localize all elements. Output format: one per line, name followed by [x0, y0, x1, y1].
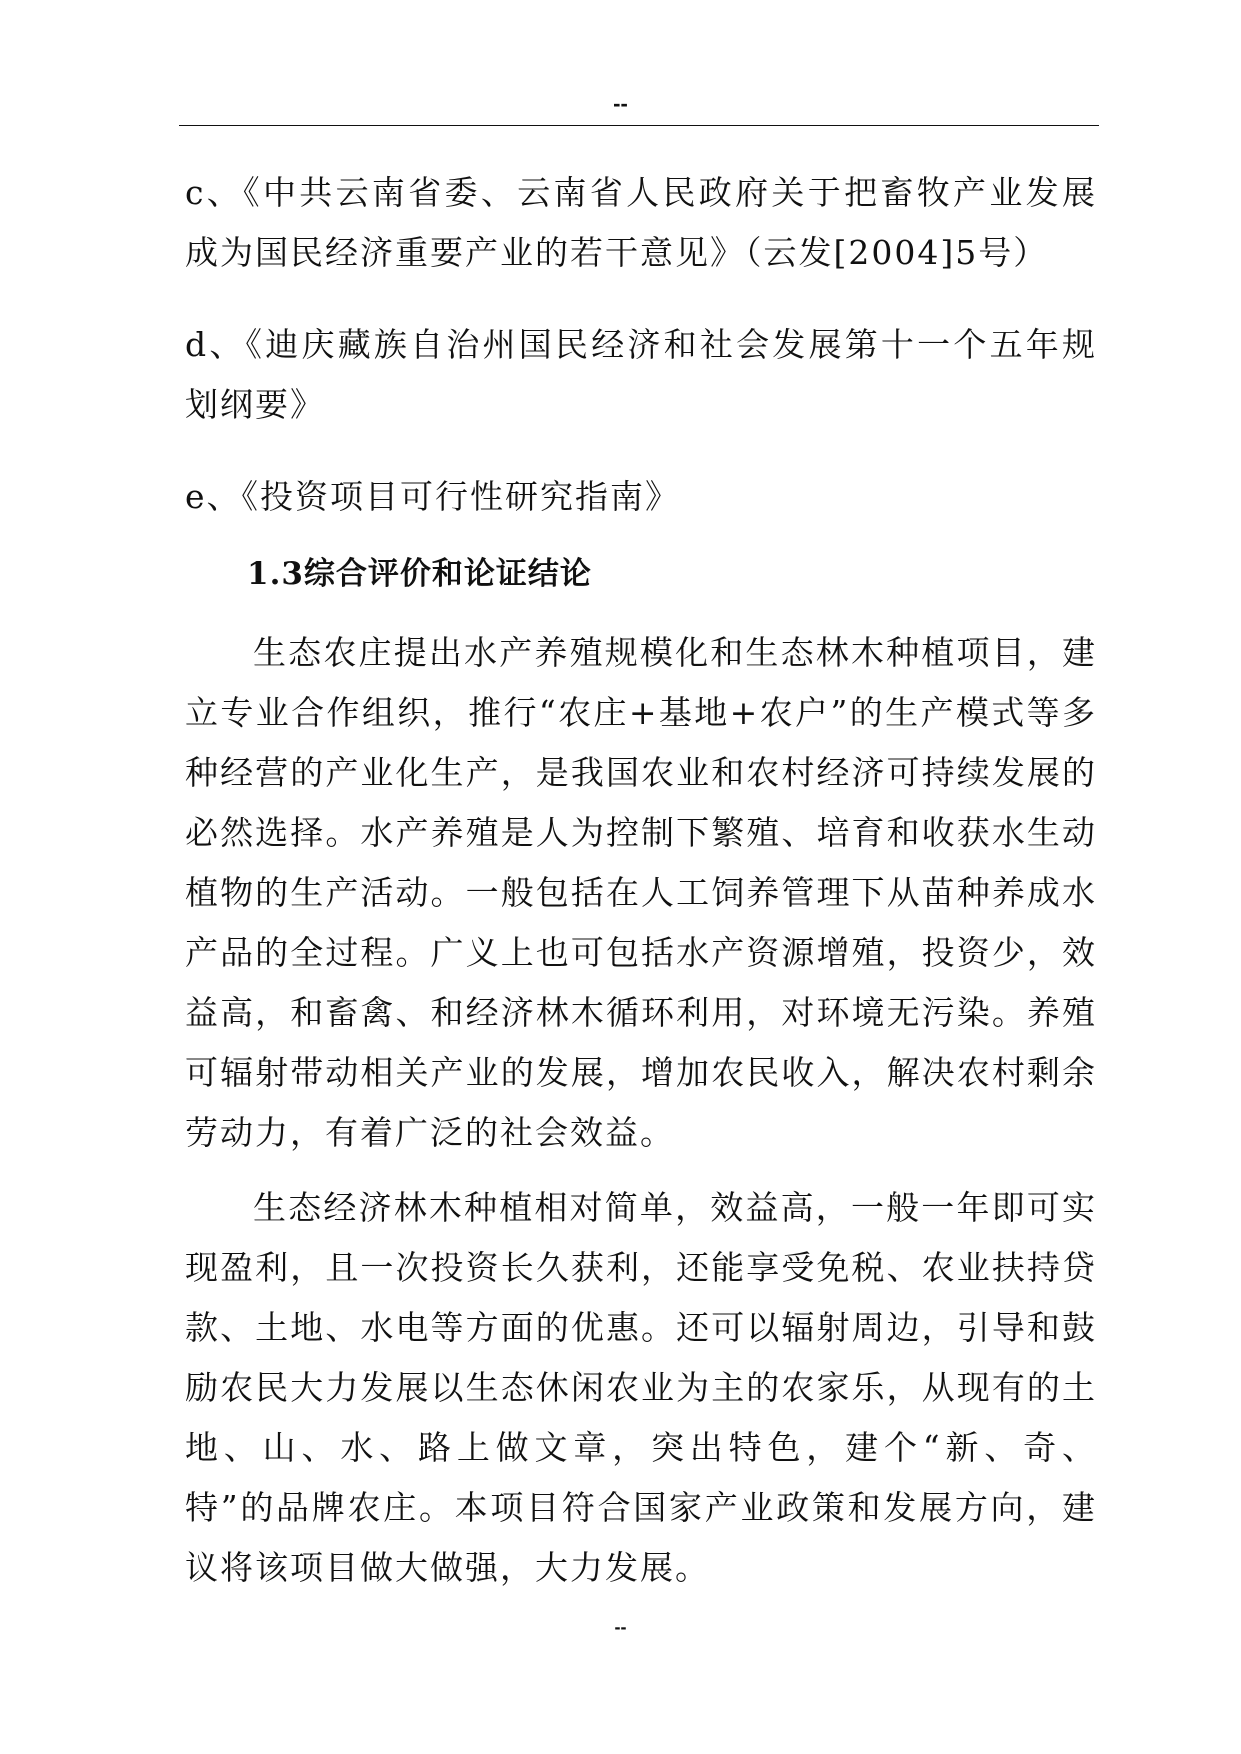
page-header-mark: -- [613, 91, 628, 116]
section-heading: 1.3综合评价和论证结论 [247, 556, 592, 592]
page-footer-mark: -- [614, 1617, 627, 1637]
reference-item-c: c、《中共云南省委、云南省人民政府关于把畜牧产业发展成为国民经济重要产业的若干意见》（云发[2004]5号） [185, 173, 1097, 272]
reference-item-d: d、《迪庆藏族自治州国民经济和社会发展第十一个五年规划纲要》 [185, 325, 1097, 424]
document-body [185, 163, 1097, 1613]
header-divider [179, 125, 1099, 126]
body-paragraph: 生态经济林木种植相对简单，效益高，一般一年即可实现盈利，且一次投资长久获利，还能享受免税、农业扶持贷款、土地、水电等方面的优惠。还可以辐射周边，引导和鼓励农民大力发展以生态休闲农业为主的农家乐，从现有的土地、山、水、路上做文章，突出特色，建个“新、奇、特”的品牌农庄。本项目符合国家产业政策和发展方向，建议将该项目做大做强，大力发展。 [185, 1188, 1097, 1587]
reference-item-e: e、《投资项目可行性研究指南》 [185, 477, 681, 516]
body-paragraph: 生态农庄提出水产养殖规模化和生态林木种植项目，建立专业合作组织，推行“农庄+基地+农户”的生产模式等多种经营的产业化生产，是我国农业和农村经济可持续发展的必然选择。水产养殖是人为控制下繁殖、培育和收获水生动植物的生产活动。一般包括在人工饲养管理下从苗种养成水产品的全过程。广义上也可包括水产资源增殖，投资少，效益高，和畜禽、和经济林木循环利用，对环境无污染。养殖可辐射带动相关产业的发展，增加农民收入，解决农村剩余劳动力，有着广泛的社会效益。 [185, 633, 1097, 1152]
